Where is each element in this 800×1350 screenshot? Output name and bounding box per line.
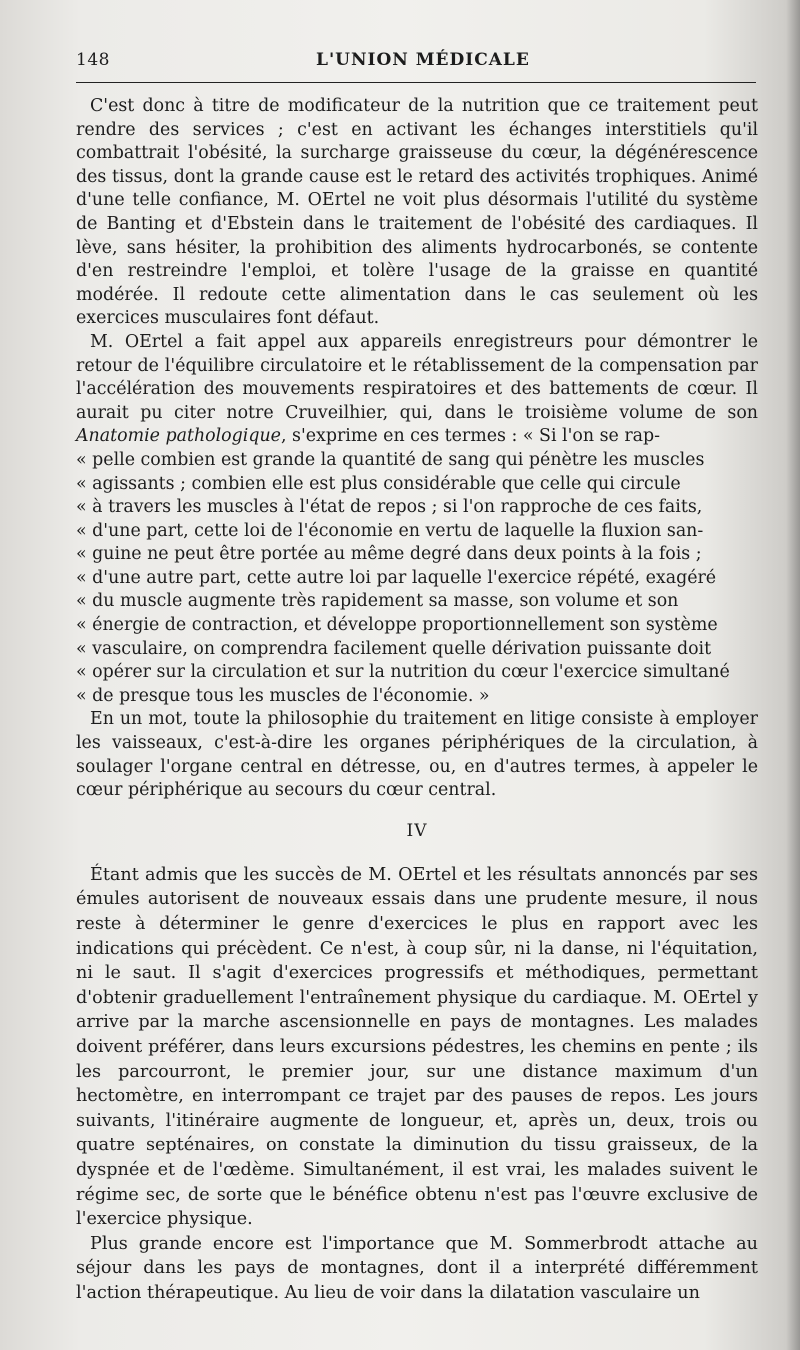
- quote-line: « d'une part, cette loi de l'économie en vertu de laquelle la fluxion san-: [76, 520, 704, 541]
- book-title: Anatomie pathologique: [76, 426, 281, 447]
- paragraph-text: M. OErtel a fait appel aux appareils enregistreurs pour démontrer le retour de l'équilibre circulatoire et le rétablissement de la compensation par l'accélération des mouvements respiratoires et des battements de cœur. Il aurait pu citer notre Cruveilhier, qui, dans le troisième volume de son: [76, 331, 758, 423]
- section-heading: IV: [406, 820, 428, 841]
- running-head: [76, 46, 760, 74]
- running-title: L'UNION MÉDICALE: [316, 50, 530, 70]
- paragraph: Étant admis que les succès de M. OErtel et les résultats annoncés par ses émules autorisent de nouveaux essais dans une prudente mesure, il nous reste à déterminer le genre d'exercices le plus en rapport avec les indications qui précèdent. Ce n'est, à coup sûr, ni la danse, ni l'équitation, ni le saut. Il s'agit d'exercices progressifs et méthodiques, permettant d'obtenir graduellement l'entraînement physique du cardiaque. M. OErtel y arrive par la marche ascensionnelle en pays de montagnes. Les malades doivent préférer, dans leurs excursions pédestres, les chemins en pente ; ils les parcourront, le premier jour, sur une distance maximum d'un hectomètre, en interrompant ce trajet par des pauses de repos. Les jours suivants, l'itinéraire augmente de longueur, et, après un, deux, trois ou quatre septénaires, on constate la diminution du tissu graisseux, de la dyspnée et de l'œdème. Simultanément, il est vrai, les malades suivent le régime sec, de sorte que le bénéfice obtenu n'est pas l'œuvre exclusive de l'exercice physique.: [76, 864, 758, 1230]
- paragraph: [76, 331, 758, 449]
- quote-line: « à travers les muscles à l'état de repos ; si l'on rapproche de ces faits,: [76, 497, 703, 518]
- page-edge-shadow: [786, 0, 800, 1350]
- quote-line: « guine ne peut être portée au même degré dans deux points à la fois ;: [76, 544, 702, 565]
- quote-line: « agissants ; combien elle est plus considérable que celle qui circule: [76, 473, 681, 494]
- page-number: 148: [76, 50, 110, 70]
- paragraph: C'est donc à titre de modificateur de la nutrition que ce traitement peut rendre des services ; c'est en activant les échanges interstitiels qu'il combattrait l'obésité, la surcharge graisseuse du cœur, la dégénérescence des tissus, dont la grande cause est le retard des activités trophiques. Animé d'une telle confiance, M. OErtel ne voit plus désormais l'utilité du système de Banting et d'Ebstein dans le traitement de l'obésité des cardiaques. Il lève, sans hésiter, la prohibition des aliments hydrocarbonés, se contente d'en restreindre l'emploi, et tolère l'usage de la graisse en quantité modérée. Il redoute cette alimentation dans le cas seulement où les exercices musculaires font défaut.: [76, 96, 758, 329]
- quotation-block: [76, 449, 758, 709]
- paragraph: Plus grande encore est l'importance que M. Sommerbrodt attache au séjour dans les pays de montagnes, dont il a interprété différemment l'action thérapeutique. Au lieu de voir dans la dilatation vasculaire un: [76, 1233, 758, 1303]
- quote-line: « vasculaire, on comprendra facilement quelle dérivation puissante doit: [76, 638, 712, 659]
- header-rule: [76, 82, 756, 83]
- paragraph: En un mot, toute la philosophie du traitement en litige consiste à employer les vaisseaux, c'est-à-dire les organes périphériques de la circulation, à soulager l'organe central en détresse, ou, en d'autres termes, à appeler le cœur périphérique au secours du cœur central.: [76, 709, 758, 801]
- quote-line: « opérer sur la circulation et sur la nutrition du cœur l'exercice simultané: [76, 662, 730, 683]
- quote-line: « pelle combien est grande la quantité de sang qui pénètre les muscles: [76, 449, 705, 470]
- body-text: [76, 95, 758, 1306]
- quote-line: « du muscle augmente très rapidement sa masse, son volume et son: [76, 591, 679, 612]
- quote-line: « énergie de contraction, et développe proportionnellement son système: [76, 615, 718, 636]
- quote-line: « de presque tous les muscles de l'économie. »: [76, 685, 490, 706]
- paragraph-text: , s'exprime en ces termes : « Si l'on se rap-: [280, 426, 661, 447]
- quote-line: « d'une autre part, cette autre loi par laquelle l'exercice répété, exagéré: [76, 567, 717, 588]
